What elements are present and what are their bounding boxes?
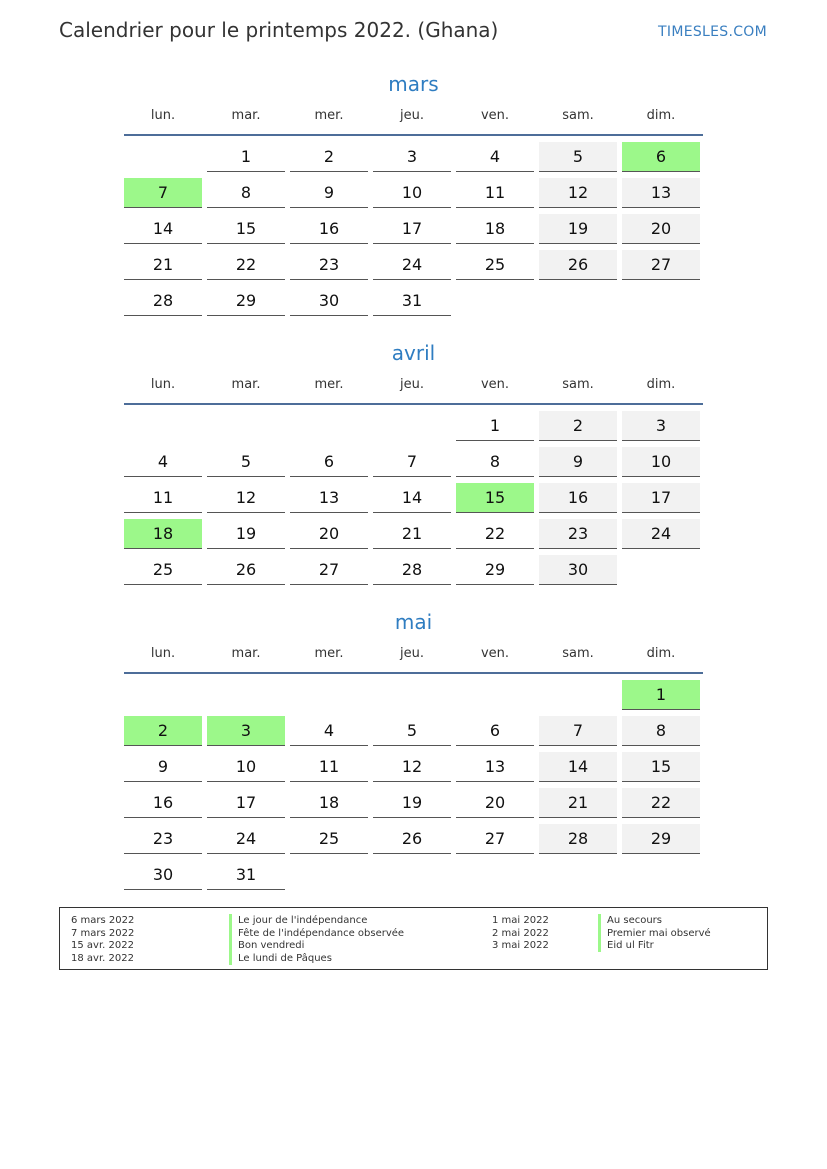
month-calendar-mars (124, 70, 703, 322)
day-cell[interactable]: 4 (456, 142, 534, 172)
legend-date: 2 mai 2022 (492, 927, 549, 939)
day-cell[interactable]: 2 (290, 142, 368, 172)
weekday-label: lun. (150, 377, 176, 392)
holiday-day-cell[interactable]: 7 (124, 178, 202, 208)
brand-link[interactable]: TIMESLES.COM (658, 24, 767, 40)
weekday-label: ven. (480, 646, 510, 661)
holiday-day-cell[interactable]: 15 (456, 483, 534, 513)
header-rule (124, 403, 703, 405)
weekday-label: lun. (150, 646, 176, 661)
day-cell[interactable]: 8 (207, 178, 285, 208)
weekday-label: jeu. (400, 377, 424, 392)
day-cell[interactable]: 12 (207, 483, 285, 513)
weekday-label: dim. (646, 108, 676, 123)
legend-holiday-name: Eid ul Fitr (598, 939, 654, 952)
legend-date: 7 mars 2022 (71, 927, 135, 939)
day-cell[interactable]: 30 (124, 860, 202, 890)
day-cell[interactable]: 19 (373, 788, 451, 818)
legend-date: 15 avr. 2022 (71, 940, 134, 951)
day-cell[interactable]: 20 (456, 788, 534, 818)
day-cell[interactable]: 6 (290, 447, 368, 477)
weekday-label: mer. (314, 646, 344, 661)
day-cell[interactable]: 8 (456, 447, 534, 477)
day-cell[interactable]: 10 (373, 178, 451, 208)
day-cell[interactable]: 19 (207, 519, 285, 549)
day-cell[interactable]: 23 (124, 824, 202, 854)
day-cell[interactable]: 1 (207, 142, 285, 172)
legend-holiday-name: Au secours (598, 914, 662, 927)
day-cell[interactable]: 2 (539, 411, 617, 441)
day-cell[interactable]: 28 (373, 555, 451, 585)
weekday-label: dim. (646, 646, 676, 661)
day-cell[interactable]: 5 (539, 142, 617, 172)
legend-holiday-name: Fête de l'indépendance observée (229, 927, 404, 940)
day-cell[interactable]: 13 (456, 752, 534, 782)
legend-date: 18 avr. 2022 (71, 952, 134, 964)
day-cell[interactable]: 22 (456, 519, 534, 549)
day-cell[interactable]: 27 (290, 555, 368, 585)
day-cell[interactable]: 14 (539, 752, 617, 782)
legend-date: 1 mai 2022 (492, 915, 549, 926)
weekday-label: dim. (646, 377, 676, 392)
day-cell[interactable]: 28 (124, 286, 202, 316)
day-cell[interactable]: 7 (373, 447, 451, 477)
header-rule (124, 134, 703, 136)
day-cell[interactable]: 16 (539, 483, 617, 513)
legend-holiday-name: Bon vendredi (229, 939, 304, 952)
header-rule (124, 672, 703, 674)
holiday-day-cell[interactable]: 6 (622, 142, 700, 172)
day-cell[interactable]: 11 (456, 178, 534, 208)
weekday-header (124, 642, 703, 666)
day-cell[interactable]: 24 (622, 519, 700, 549)
day-grid (124, 680, 703, 884)
day-cell[interactable]: 20 (622, 214, 700, 244)
month-calendar-avril (124, 339, 703, 591)
day-cell[interactable]: 6 (456, 716, 534, 746)
day-cell[interactable]: 7 (539, 716, 617, 746)
day-cell[interactable]: 4 (124, 447, 202, 477)
day-cell[interactable]: 26 (373, 824, 451, 854)
day-cell[interactable]: 25 (290, 824, 368, 854)
month-calendar-mai (124, 608, 703, 884)
day-grid (124, 411, 703, 591)
day-cell[interactable]: 19 (539, 214, 617, 244)
legend-holiday-name: Le lundi de Pâques (229, 952, 332, 965)
weekday-label: jeu. (400, 108, 424, 123)
day-cell[interactable]: 23 (539, 519, 617, 549)
day-cell[interactable]: 5 (373, 716, 451, 746)
day-cell[interactable]: 26 (539, 250, 617, 280)
day-cell[interactable]: 13 (622, 178, 700, 208)
weekday-header (124, 104, 703, 128)
day-cell[interactable]: 21 (373, 519, 451, 549)
day-cell[interactable]: 3 (622, 411, 700, 441)
day-cell[interactable]: 11 (124, 483, 202, 513)
day-cell[interactable]: 27 (456, 824, 534, 854)
day-cell[interactable]: 16 (290, 214, 368, 244)
day-cell[interactable]: 12 (373, 752, 451, 782)
day-cell[interactable]: 31 (207, 860, 285, 890)
weekday-label: sam. (562, 377, 594, 392)
day-grid (124, 142, 703, 322)
day-cell[interactable]: 15 (622, 752, 700, 782)
day-cell[interactable]: 29 (207, 286, 285, 316)
day-cell[interactable]: 18 (290, 788, 368, 818)
day-cell[interactable]: 26 (207, 555, 285, 585)
day-cell[interactable]: 25 (124, 555, 202, 585)
day-cell[interactable]: 17 (622, 483, 700, 513)
day-cell[interactable]: 22 (622, 788, 700, 818)
day-cell[interactable]: 10 (622, 447, 700, 477)
day-cell[interactable]: 13 (290, 483, 368, 513)
day-cell[interactable]: 29 (456, 555, 534, 585)
day-cell[interactable]: 15 (207, 214, 285, 244)
day-cell[interactable]: 3 (373, 142, 451, 172)
day-cell[interactable]: 24 (207, 824, 285, 854)
day-cell[interactable]: 30 (290, 286, 368, 316)
day-cell[interactable]: 1 (456, 411, 534, 441)
weekday-label: mar. (231, 377, 261, 392)
day-cell[interactable]: 9 (290, 178, 368, 208)
holiday-day-cell[interactable]: 2 (124, 716, 202, 746)
legend-date: 6 mars 2022 (71, 915, 135, 926)
month-title: mai (394, 610, 433, 634)
day-cell[interactable]: 25 (456, 250, 534, 280)
weekday-label: ven. (480, 377, 510, 392)
day-cell[interactable]: 30 (539, 555, 617, 585)
day-cell[interactable]: 20 (290, 519, 368, 549)
weekday-label: mar. (231, 646, 261, 661)
month-title: mars (388, 72, 439, 96)
day-cell[interactable]: 21 (124, 250, 202, 280)
day-cell[interactable]: 10 (207, 752, 285, 782)
day-cell[interactable]: 17 (207, 788, 285, 818)
holiday-legend (59, 907, 768, 970)
legend-holiday-name: Le jour de l'indépendance (229, 914, 367, 927)
day-cell[interactable]: 21 (539, 788, 617, 818)
day-cell[interactable]: 29 (622, 824, 700, 854)
day-cell[interactable]: 14 (373, 483, 451, 513)
day-cell[interactable]: 9 (124, 752, 202, 782)
weekday-label: jeu. (400, 646, 424, 661)
day-cell[interactable]: 17 (373, 214, 451, 244)
holiday-day-cell[interactable]: 3 (207, 716, 285, 746)
month-title: avril (391, 341, 436, 365)
weekday-label: mer. (314, 377, 344, 392)
legend-date: 3 mai 2022 (492, 940, 549, 951)
weekday-header (124, 373, 703, 397)
day-cell[interactable]: 14 (124, 214, 202, 244)
page-title: Calendrier pour le printemps 2022. (Ghana) (59, 18, 499, 42)
holiday-day-cell[interactable]: 18 (124, 519, 202, 549)
weekday-label: sam. (562, 108, 594, 123)
day-cell[interactable]: 9 (539, 447, 617, 477)
day-cell[interactable]: 23 (290, 250, 368, 280)
day-cell[interactable]: 31 (373, 286, 451, 316)
day-cell[interactable]: 27 (622, 250, 700, 280)
day-cell[interactable]: 16 (124, 788, 202, 818)
day-cell[interactable]: 18 (456, 214, 534, 244)
day-cell[interactable]: 24 (373, 250, 451, 280)
day-cell[interactable]: 11 (290, 752, 368, 782)
day-cell[interactable]: 12 (539, 178, 617, 208)
day-cell[interactable]: 28 (539, 824, 617, 854)
holiday-day-cell[interactable]: 1 (622, 680, 700, 710)
weekday-label: mar. (231, 108, 261, 123)
weekday-label: sam. (562, 646, 594, 661)
weekday-label: mer. (314, 108, 344, 123)
day-cell[interactable]: 8 (622, 716, 700, 746)
weekday-label: ven. (480, 108, 510, 123)
legend-holiday-name: Premier mai observé (598, 927, 711, 940)
weekday-label: lun. (150, 108, 176, 123)
day-cell[interactable]: 22 (207, 250, 285, 280)
day-cell[interactable]: 5 (207, 447, 285, 477)
day-cell[interactable]: 4 (290, 716, 368, 746)
